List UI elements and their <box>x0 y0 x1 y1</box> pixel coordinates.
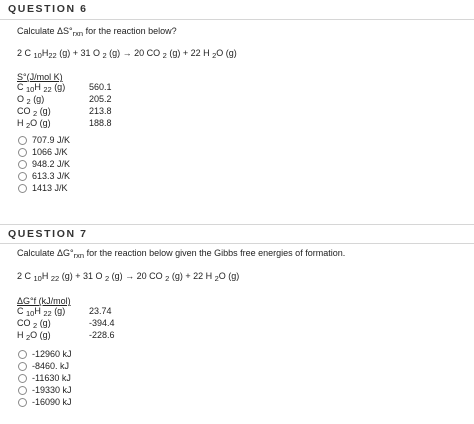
species-value: 560.1 <box>89 82 112 92</box>
species-label: H $_2$O (g) <box>17 118 51 130</box>
question-7-prompt: Calculate $\Delta G^\circ_{rxn}$ for the reaction below given the Gibbs free energies of formation. <box>17 248 346 260</box>
species-value: -394.4 <box>89 318 115 328</box>
answer-option-label: -11630 kJ <box>32 373 71 383</box>
radio-button[interactable] <box>18 184 27 193</box>
answer-option-label: -19330 kJ <box>32 385 72 395</box>
table-row <box>17 82 217 94</box>
question-6-header <box>0 0 474 20</box>
radio-button[interactable] <box>18 136 27 145</box>
answer-option-label: 707.9 J/K <box>32 135 71 145</box>
species-value: 205.2 <box>89 94 112 104</box>
species-label: CO $_2$ (g) <box>17 106 51 118</box>
radio-button[interactable] <box>18 350 27 359</box>
radio-button[interactable] <box>18 398 27 407</box>
radio-button[interactable] <box>18 386 27 395</box>
answer-option-label: -16090 kJ <box>32 397 72 407</box>
answer-option-label: 1066 J/K <box>32 147 68 157</box>
question-7-table-header: ΔG°f (kJ/mol) <box>17 296 71 306</box>
answer-option-label: 948.2 J/K <box>32 159 71 169</box>
answer-option-label: -8460. kJ <box>32 361 70 371</box>
species-label: O $_2$ (g) <box>17 94 45 106</box>
species-label: H $_2$O (g) <box>17 330 51 342</box>
table-row <box>17 118 217 130</box>
answer-option-label: 613.3 J/K <box>32 171 71 181</box>
answer-option-label: -12960 kJ <box>32 349 72 359</box>
radio-button[interactable] <box>18 172 27 181</box>
radio-button[interactable] <box>18 374 27 383</box>
question-7-header <box>0 224 474 244</box>
radio-button[interactable] <box>18 160 27 169</box>
table-row <box>17 94 217 106</box>
species-value: 188.8 <box>89 118 112 128</box>
species-label: CO $_2$ (g) <box>17 318 51 330</box>
question-6-title: QUESTION 6 <box>8 3 88 15</box>
radio-button[interactable] <box>18 148 27 157</box>
radio-button[interactable] <box>18 362 27 371</box>
answer-option-label: 1413 J/K <box>32 183 68 193</box>
question-7-title: QUESTION 7 <box>8 228 88 240</box>
species-label: C $_{10}$H $_{22}$ (g) <box>17 306 66 318</box>
question-6-equation: 2 C $_{10}H_{22}$ (g) + 31 O $_2$ (g) → 20 CO $_2$ (g) + 22 H $_2$O (g) <box>17 48 237 60</box>
species-value: 23.74 <box>89 306 112 316</box>
species-value: 213.8 <box>89 106 112 116</box>
table-row <box>17 330 217 342</box>
table-row <box>17 106 217 118</box>
species-label: C $_{10}$H $_{22}$ (g) <box>17 82 66 94</box>
species-value: -228.6 <box>89 330 115 340</box>
table-row <box>17 318 217 330</box>
question-6-table-header: S°(J/mol K) <box>17 72 63 82</box>
question-7-equation: 2 C $_{10}$H $_{22}$ (g) + 31 O $_2$ (g) → 20 CO $_2$ (g) + 22 H $_2$O (g) <box>17 271 240 283</box>
table-row <box>17 306 217 318</box>
question-6-prompt: Calculate $\Delta S^\circ_{rxn}$ for the reaction below? <box>17 26 177 38</box>
